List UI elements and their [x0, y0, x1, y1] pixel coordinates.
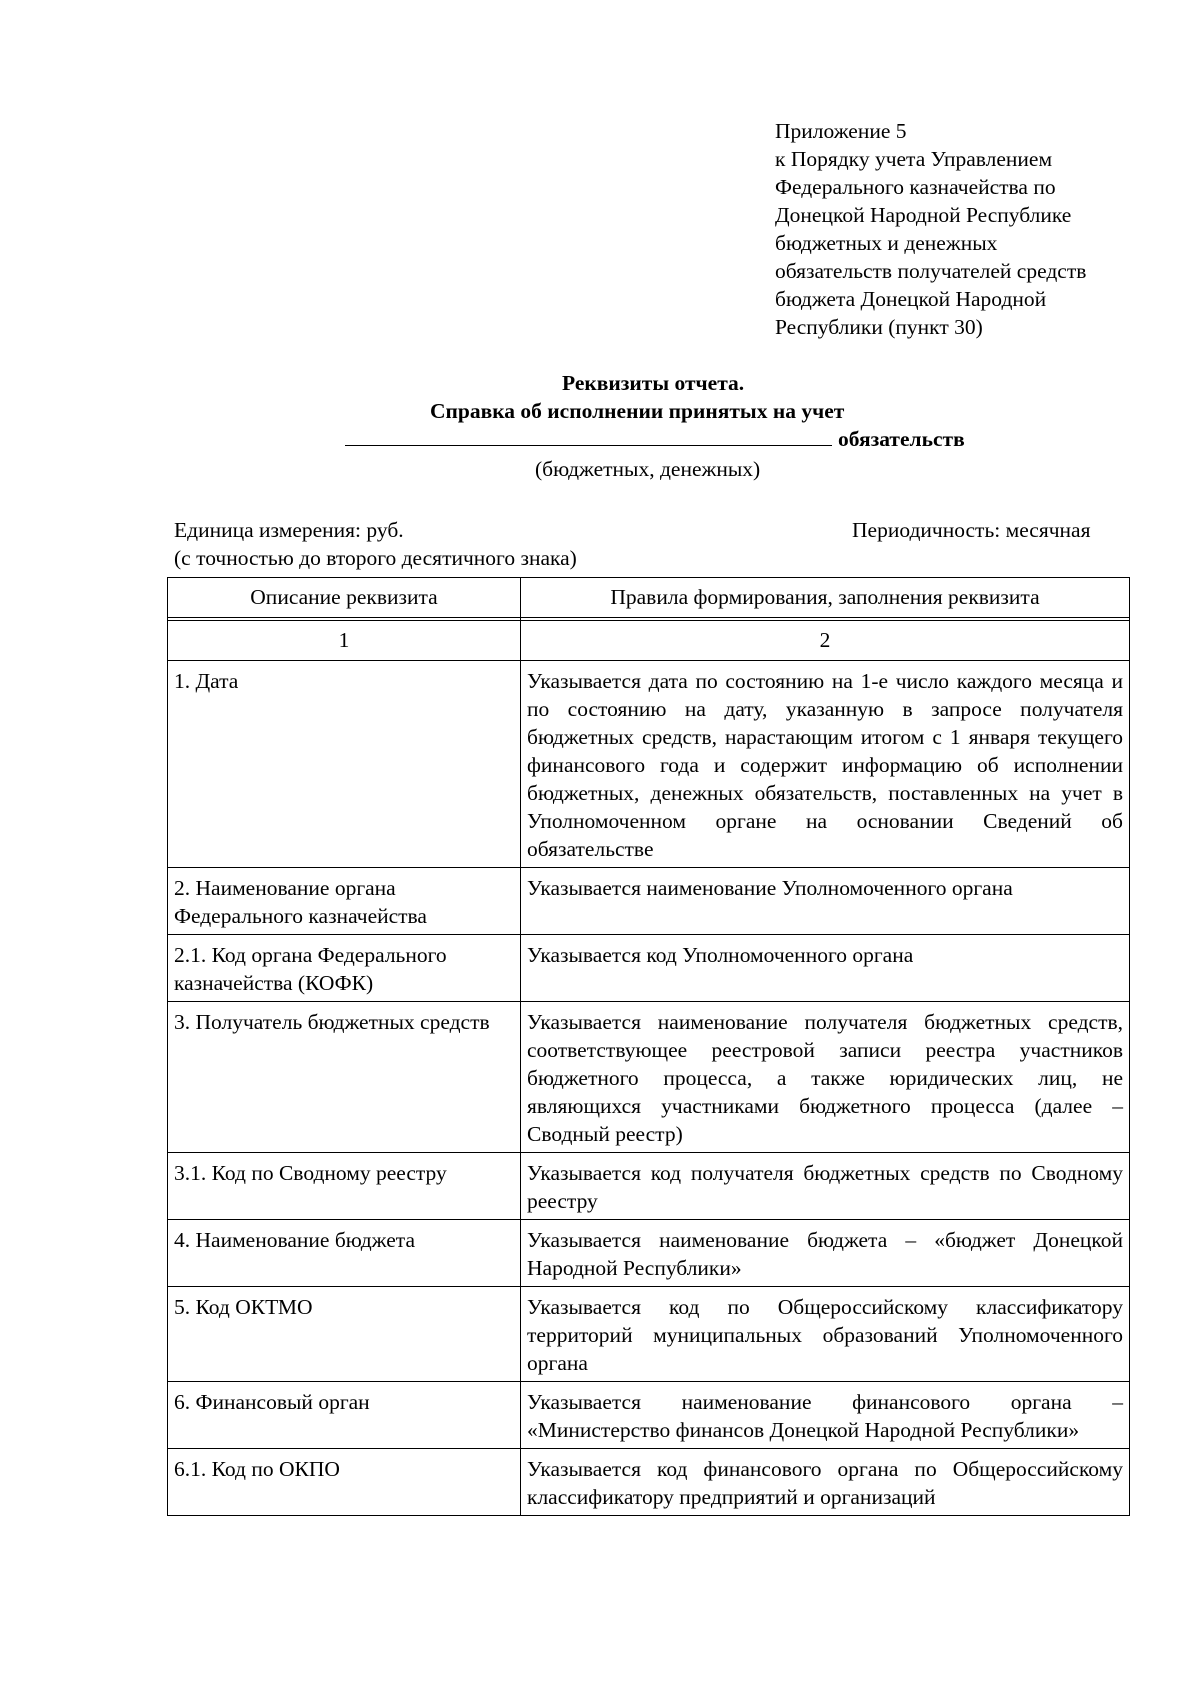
- requisite-rule: Указывается код по Общероссийскому классификатору территорий муниципальных образований Уполномоченного органа: [521, 1287, 1130, 1382]
- requisite-name: 4. Наименование бюджета: [168, 1220, 521, 1287]
- appendix-line: к Порядку учета Управлением: [775, 147, 1053, 171]
- requisite-name: 5. Код ОКТМО: [168, 1287, 521, 1382]
- appendix-line: Федерального казначейства по: [775, 175, 1056, 199]
- units-line-2: (с точностью до второго десятичного знака): [174, 546, 577, 570]
- requisite-rule: Указывается код получателя бюджетных средств по Сводному реестру: [521, 1153, 1130, 1220]
- table-row: [168, 661, 1130, 868]
- table-row: [168, 1382, 1130, 1449]
- table-row: [168, 1002, 1130, 1153]
- fill-in-blank-line: [345, 425, 832, 446]
- appendix-line: бюджета Донецкой Народной: [775, 287, 1047, 311]
- appendix-line: обязательств получателей средств: [775, 259, 1087, 283]
- appendix-line: Донецкой Народной Республике: [775, 203, 1072, 227]
- title-suffix: обязательств: [838, 427, 965, 451]
- appendix-line: бюджетных и денежных: [775, 231, 998, 255]
- table-header-row: [168, 578, 1130, 618]
- requisite-rule: Указывается код финансового органа по Общероссийскому классификатору предприятий и организаций: [521, 1449, 1130, 1516]
- requisite-name: 6. Финансовый орган: [168, 1382, 521, 1449]
- appendix-line: Республики (пункт 30): [775, 315, 983, 339]
- units-of-measure: [174, 516, 577, 572]
- column-header-description: Описание реквизита: [168, 578, 521, 618]
- requisite-name: 2. Наименование органа Федерального казначейства: [168, 868, 521, 935]
- requisite-name: 1. Дата: [168, 661, 521, 868]
- column-number-2: 2: [521, 621, 1130, 661]
- table-row: [168, 1153, 1130, 1220]
- table-row: [168, 1287, 1130, 1382]
- title-line-2: Справка об исполнении принятых на учет: [430, 399, 845, 423]
- blank-hint: (бюджетных, денежных): [535, 457, 761, 481]
- requisite-rule: Указывается дата по состоянию на 1-е число каждого месяца и по состоянию на дату, указанную в запросе получателя бюджетных средств, нарастающим итогом с 1 января текущего финансового года и содержит информацию об исполнении бюджетных, денежных обязательств, поставленных на учет в Уполномоченном органе на основании Сведений об обязательстве: [521, 661, 1130, 868]
- periodicity: Периодичность: месячная: [852, 518, 1091, 542]
- requisites-table: [167, 577, 1130, 1516]
- table-row: [168, 1220, 1130, 1287]
- units-line-1: Единица измерения: руб.: [174, 518, 404, 542]
- column-number-1: 1: [168, 621, 521, 661]
- requisite-name: 3.1. Код по Сводному реестру: [168, 1153, 521, 1220]
- requisite-name: 6.1. Код по ОКПО: [168, 1449, 521, 1516]
- table-row: [168, 868, 1130, 935]
- requisite-name: 3. Получатель бюджетных средств: [168, 1002, 521, 1153]
- column-header-rules: Правила формирования, заполнения реквизита: [521, 578, 1130, 618]
- requisite-rule: Указывается наименование бюджета – «бюджет Донецкой Народной Республики»: [521, 1220, 1130, 1287]
- table-row: [168, 935, 1130, 1002]
- table-row: [168, 1449, 1130, 1516]
- appendix-header: [775, 117, 1175, 341]
- requisite-rule: Указывается наименование получателя бюджетных средств, соответствующее реестровой записи реестра участников бюджетного процесса, а также юридических лиц, не являющихся участниками бюджетного процесса (далее – Сводный реестр): [521, 1002, 1130, 1153]
- title-line-3: [345, 425, 965, 453]
- requisite-name: 2.1. Код органа Федерального казначейства (КОФК): [168, 935, 521, 1002]
- appendix-line: Приложение 5: [775, 119, 907, 143]
- column-number-row: [168, 621, 1130, 661]
- requisite-rule: Указывается наименование финансового органа – «Министерство финансов Донецкой Народной Республики»: [521, 1382, 1130, 1449]
- requisite-rule: Указывается наименование Уполномоченного органа: [521, 868, 1130, 935]
- title-line-1: Реквизиты отчета.: [562, 371, 745, 395]
- requisite-rule: Указывается код Уполномоченного органа: [521, 935, 1130, 1002]
